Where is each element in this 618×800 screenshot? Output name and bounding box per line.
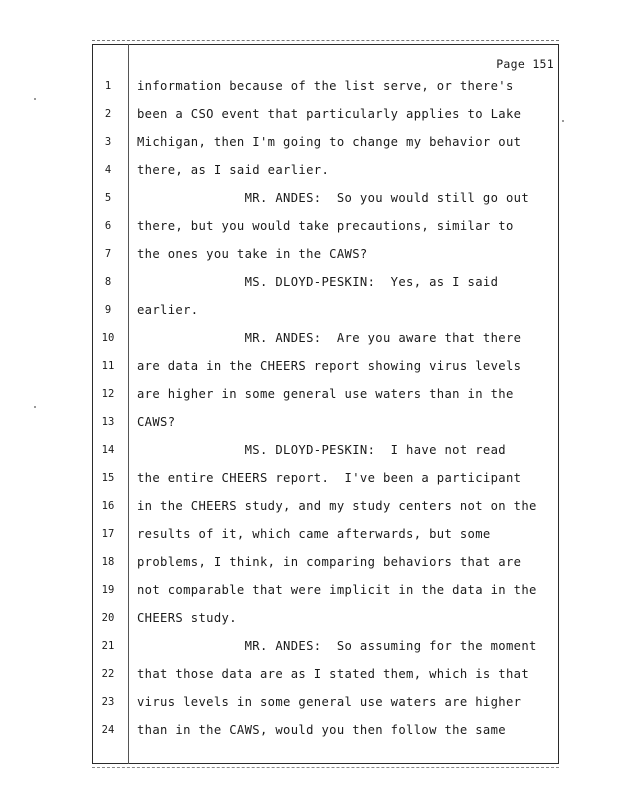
transcript-line: CHEERS study. [137,611,237,625]
transcript-line: MR. ANDES: So assuming for the moment [137,639,537,653]
line-number: 10 [101,332,115,344]
line-number: 22 [101,668,115,680]
transcript-line: MR. ANDES: Are you aware that there [137,331,522,345]
bottom-rule [92,767,559,768]
transcript-line: in the CHEERS study, and my study centers not on the [137,499,537,513]
transcript-line: the ones you take in the CAWS? [137,247,368,261]
line-number: 2 [104,108,112,120]
line-number: 6 [104,220,112,232]
line-number: 13 [101,416,115,428]
transcript-line: Michigan, then I'm going to change my behavior out [137,135,522,149]
transcript-line: results of it, which came afterwards, but some [137,527,491,541]
transcript-line: MR. ANDES: So you would still go out [137,191,530,205]
transcript-line: MS. DLOYD-PESKIN: I have not read [137,443,506,457]
line-number-margin [128,44,129,764]
transcript-line: problems, I think, in comparing behaviors that are [137,555,522,569]
scan-mark [562,120,564,122]
transcript-line: virus levels in some general use waters are higher [137,695,522,709]
transcript-line: are higher in some general use waters than in the [137,387,514,401]
page-number: Page 151 [496,57,554,71]
line-number: 14 [101,444,115,456]
transcript-line: that those data are as I stated them, which is that [137,667,530,681]
transcript-line: there, but you would take precautions, similar to [137,219,514,233]
transcript-line: earlier. [137,303,199,317]
transcript-line: are data in the CHEERS report showing virus levels [137,359,522,373]
line-number: 17 [101,528,115,540]
transcript-line: been a CSO event that particularly applies to Lake [137,107,522,121]
line-number: 9 [104,304,112,316]
transcript-line: CAWS? [137,415,176,429]
line-number: 24 [101,724,115,736]
scan-mark [34,406,36,408]
top-rule [92,40,559,41]
line-number: 16 [101,500,115,512]
line-number: 12 [101,388,115,400]
transcript-line: MS. DLOYD-PESKIN: Yes, as I said [137,275,499,289]
transcript-line: not comparable that were implicit in the data in the [137,583,537,597]
transcript-line: information because of the list serve, or there's [137,79,514,93]
line-number: 15 [101,472,115,484]
line-number: 11 [101,360,115,372]
line-number: 21 [101,640,115,652]
scan-mark [34,98,36,100]
line-number: 8 [104,276,112,288]
line-number: 3 [104,136,112,148]
transcript-line: there, as I said earlier. [137,163,330,177]
transcript-line: than in the CAWS, would you then follow the same [137,723,506,737]
page-frame [92,44,559,764]
line-number: 5 [104,192,112,204]
line-number: 20 [101,612,115,624]
line-number: 7 [104,248,112,260]
line-number: 23 [101,696,115,708]
line-number: 19 [101,584,115,596]
transcript-line: the entire CHEERS report. I've been a participant [137,471,522,485]
line-number: 1 [104,80,112,92]
line-number: 4 [104,164,112,176]
line-number: 18 [101,556,115,568]
